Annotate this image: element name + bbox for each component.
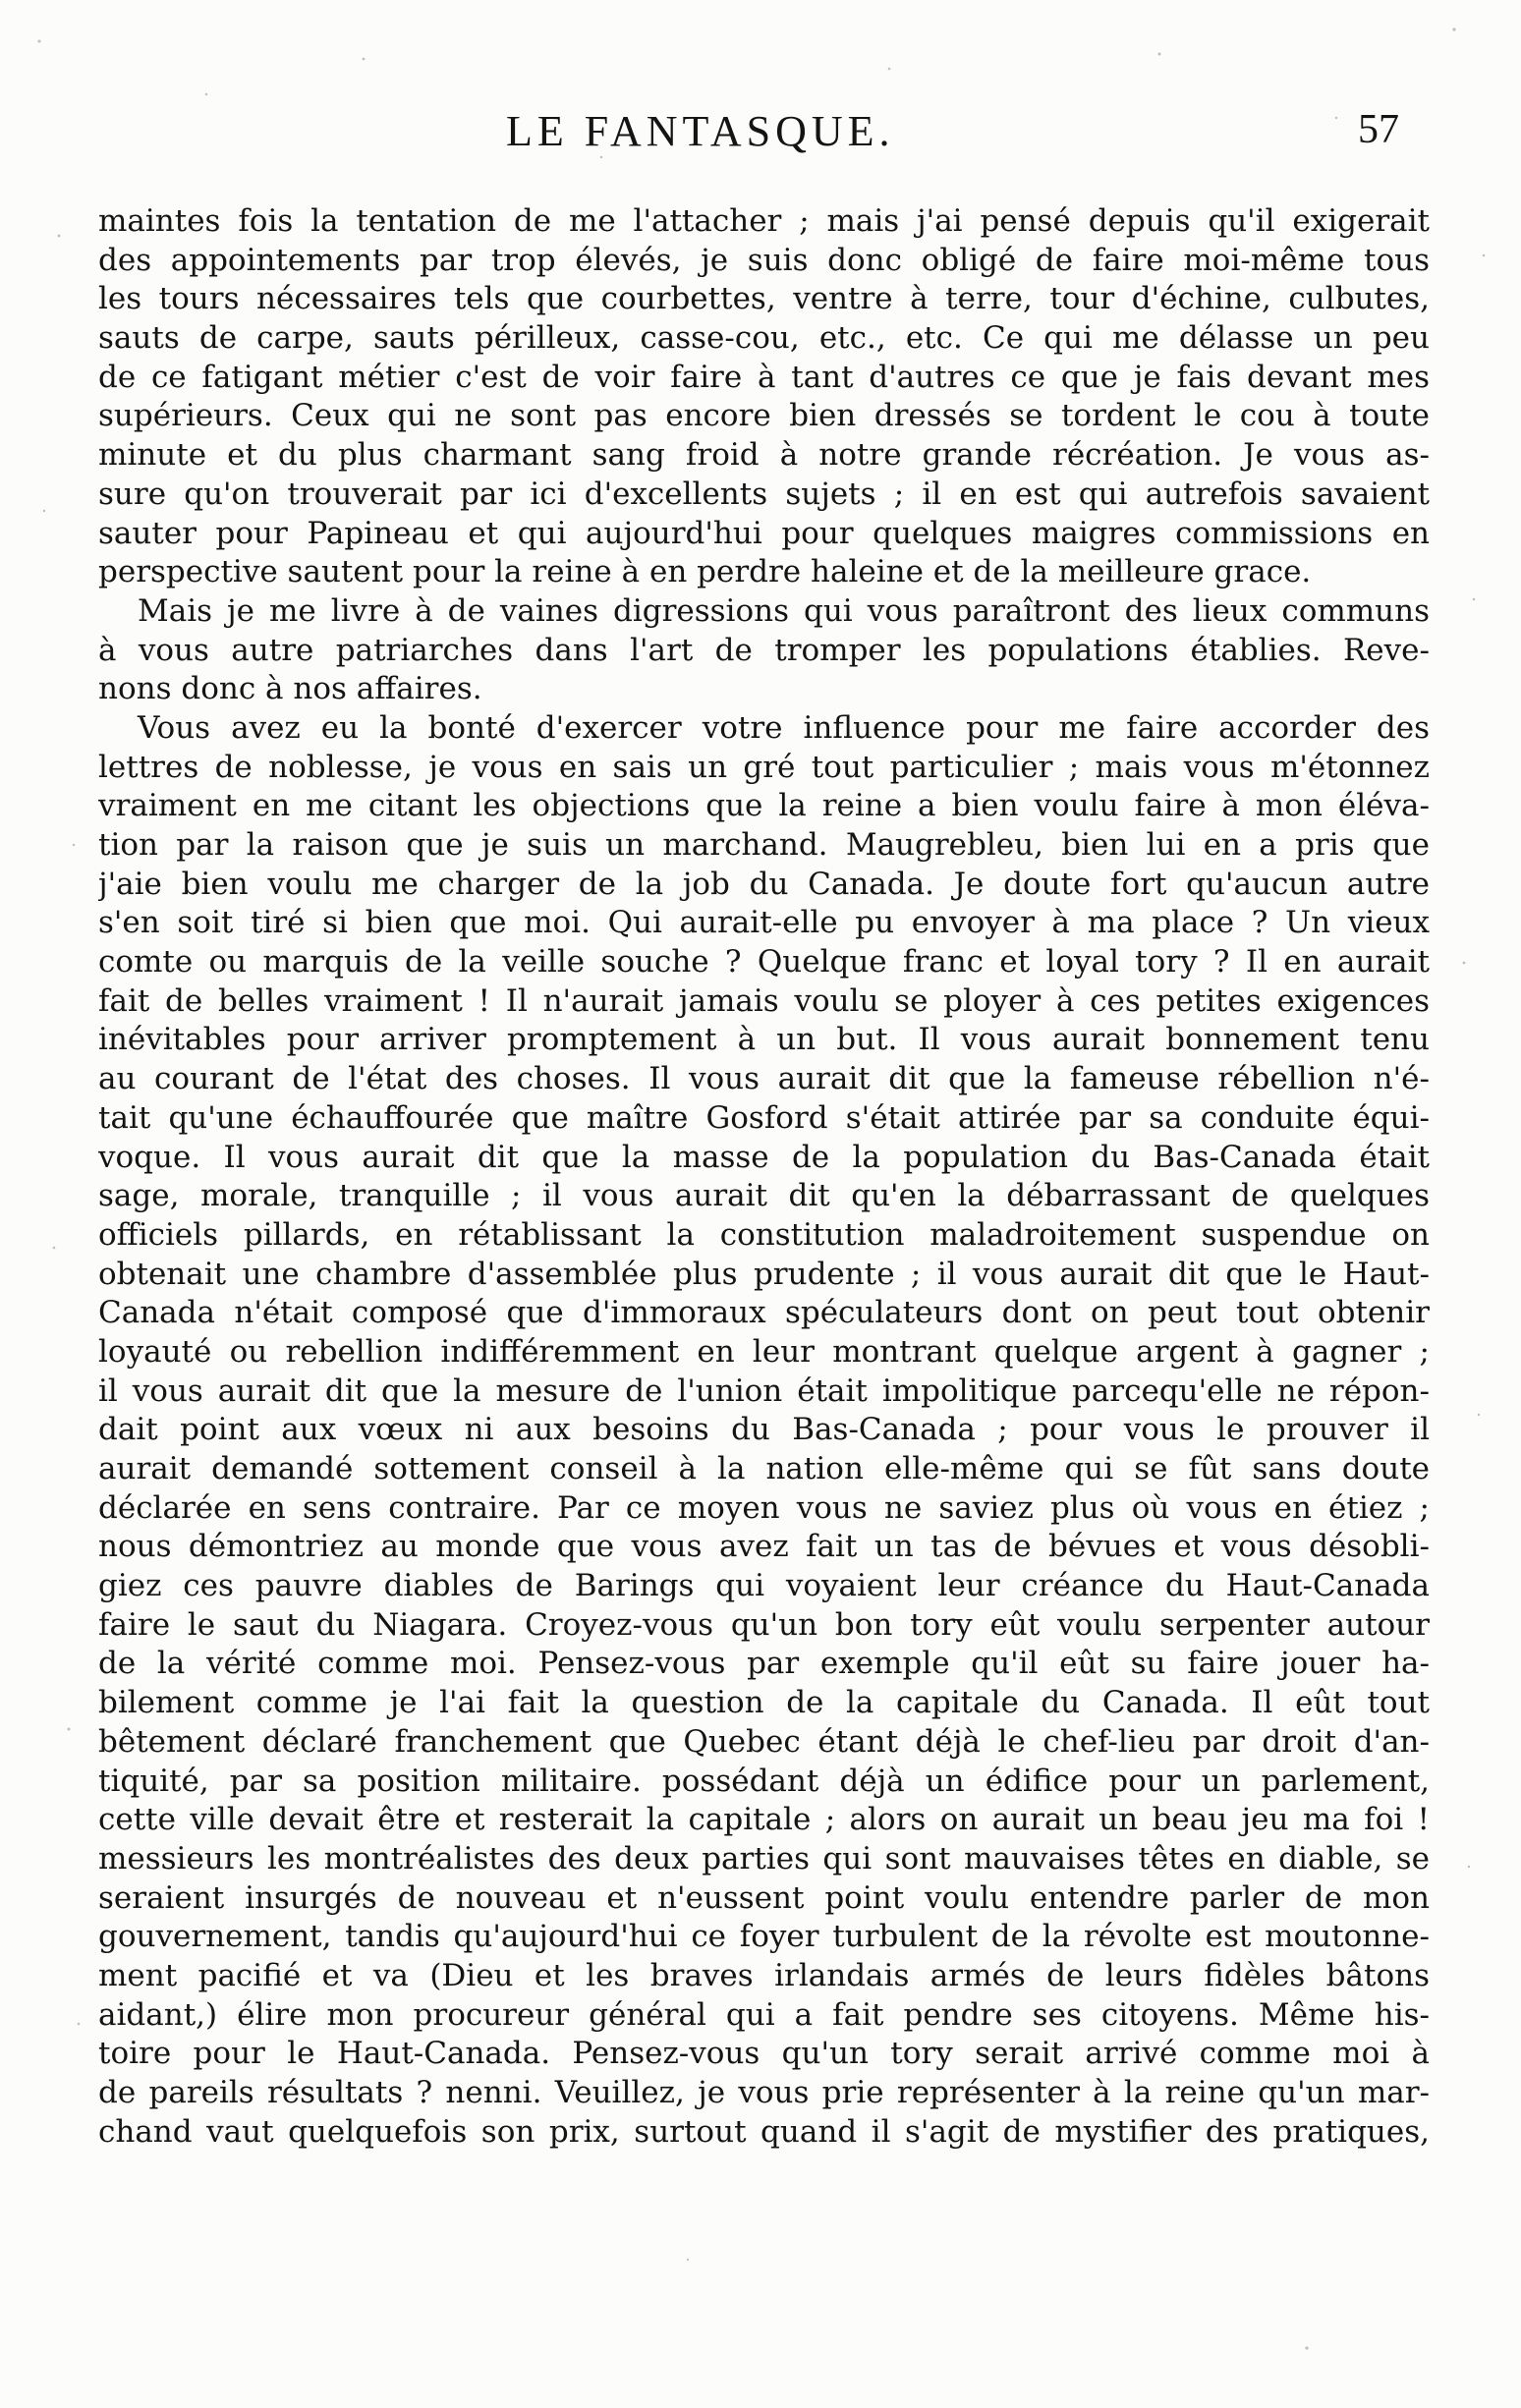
text-line: voque. Il vous aurait dit que la masse de la population du Bas-Canada était [98, 1139, 1430, 1175]
text-line: sure qu'on trouverait par ici d'excellents sujets ; il en est qui autrefois savaient [98, 476, 1430, 512]
text-line: bilement comme je l'ai fait la question de la capitale du Canada. Il eût tout [98, 1685, 1430, 1721]
text-line: aurait demandé sottement conseil à la nation elle-même qui se fût sans doute [98, 1451, 1430, 1486]
text-line: nons donc à nos affaires. [98, 671, 482, 707]
text-line: toire pour le Haut-Canada. Pensez-vous qu'un tory serait arrivé comme moi à [98, 2036, 1430, 2072]
text-line: j'aie bien voulu me charger de la job du Canada. Je doute fort qu'aucun autre [98, 866, 1430, 902]
body-text [98, 202, 1430, 2152]
text-line: cette ville devait être et resterait la capitale ; alors on aurait un beau jeu ma foi ! [98, 1802, 1430, 1838]
text-line: des appointements par trop élevés, je suis donc obligé de faire moi-même tous [98, 242, 1430, 278]
text-line: nous démontriez au monde que vous avez fait un tas de bévues et vous désobli- [98, 1529, 1430, 1565]
text-line: Vous avez eu la bonté d'exercer votre influence pour me faire accorder des [138, 709, 1430, 746]
text-line: minute et du plus charmant sang froid à notre grande récréation. Je vous as- [98, 437, 1430, 474]
text-line: officiels pillards, en rétablissant la constitution maladroitement suspendue on [98, 1216, 1430, 1253]
running-header [0, 106, 1521, 165]
text-line: messieurs les montréalistes des deux parties qui sont mauvaises têtes en diable, se [98, 1840, 1430, 1876]
text-line: tion par la raison que je suis un marchand. Maugrebleu, bien lui en a pris que [98, 827, 1430, 863]
text-line: Mais je me livre à de vaines digressions qui vous paraîtront des lieux communs [138, 592, 1430, 629]
text-line: giez ces pauvre diables de Barings qui voyaient leur créance du Haut-Canada [98, 1568, 1430, 1604]
text-line: maintes fois la tentation de me l'attacher ; mais j'ai pensé depuis qu'il exigerait [98, 203, 1430, 239]
text-line: gouvernement, tandis qu'aujourd'hui ce foyer turbulent de la révolte est moutonne- [98, 1919, 1430, 1955]
text-line: seraient insurgés de nouveau et n'eussent point voulu entendre parler de mon [98, 1879, 1430, 1916]
text-line: de la vérité comme moi. Pensez-vous par exemple qu'il eût su faire jouer ha- [98, 1646, 1430, 1682]
text-line: perspective sautent pour la reine à en perdre haleine et de la meilleure grace. [98, 554, 1312, 590]
page-number: 57 [1358, 107, 1399, 152]
text-line: tiquité, par sa position militaire. possédant déjà un édifice pour un parlement, [98, 1763, 1430, 1799]
text-line: sauts de carpe, sauts périlleux, casse-cou, etc., etc. Ce qui me délasse un peu [98, 320, 1430, 357]
running-title: LE FANTASQUE. [506, 107, 895, 155]
text-line: vraiment en me citant les objections que la reine a bien voulu faire à mon éléva- [98, 788, 1430, 824]
text-line: aidant,) élire mon procureur général qui a fait pendre ses citoyens. Même his- [98, 1996, 1430, 2033]
text-line: faire le saut du Niagara. Croyez-vous qu'un bon tory eût voulu serpenter autour [98, 1606, 1430, 1643]
text-line: il vous aurait dit que la mesure de l'union était impolitique parcequ'elle ne répon- [98, 1372, 1430, 1409]
text-line: de ce fatigant métier c'est de voir faire à tant d'autres ce que je fais devant mes [98, 359, 1430, 395]
text-line: tait qu'une échauffourée que maître Gosford s'était attirée par sa conduite équi- [98, 1099, 1430, 1136]
text-line: s'en soit tiré si bien que moi. Qui aurait-elle pu envoyer à ma place ? Un vieux [98, 905, 1430, 941]
text-line: sauter pour Papineau et qui aujourd'hui pour quelques maigres commissions en [98, 515, 1430, 551]
text-line: obtenait une chambre d'assemblée plus prudente ; il vous aurait dit que le Haut- [98, 1256, 1430, 1292]
text-line: chand vaut quelquefois son prix, surtout quand il s'agit de mystifier des pratiques, [98, 2113, 1430, 2150]
text-line: supérieurs. Ceux qui ne sont pas encore bien dressés se tordent le cou à toute [98, 398, 1430, 434]
text-line: à vous autre patriarches dans l'art de tromper les populations établies. Reve- [98, 632, 1430, 668]
text-line: les tours nécessaires tels que courbettes, ventre à terre, tour d'échine, culbutes, [98, 281, 1430, 317]
text-line: ment pacifié et va (Dieu et les braves irlandais armés de leurs fidèles bâtons [98, 1957, 1430, 1993]
text-line: au courant de l'état des choses. Il vous aurait dit que la fameuse rébellion n'é- [98, 1061, 1430, 1097]
text-line: bêtement déclaré franchement que Quebec étant déjà le chef-lieu par droit d'an- [98, 1723, 1430, 1760]
text-line: lettres de noblesse, je vous en sais un gré tout particulier ; mais vous m'étonnez [98, 749, 1430, 785]
text-line: inévitables pour arriver promptement à un but. Il vous aurait bonnement tenu [98, 1022, 1430, 1058]
text-line: de pareils résultats ? nenni. Veuillez, je vous prie représenter à la reine qu'un mar- [98, 2075, 1430, 2110]
text-line: sage, morale, tranquille ; il vous aurait dit qu'en la débarrassant de quelques [98, 1178, 1430, 1214]
text-line: Canada n'était composé que d'immoraux spéculateurs dont on peut tout obtenir [98, 1295, 1430, 1331]
text-line: fait de belles vraiment ! Il n'aurait jamais voulu se ployer à ces petites exigences [98, 982, 1430, 1019]
text-line: comte ou marquis de la veille souche ? Quelque franc et loyal tory ? Il en aurait [98, 944, 1430, 980]
text-line: loyauté ou rebellion indifféremment en leur montrant quelque argent à gagner ; [98, 1333, 1430, 1370]
text-line: dait point aux vœux ni aux besoins du Bas-Canada ; pour vous le prouver il [98, 1412, 1430, 1448]
text-line: déclarée en sens contraire. Par ce moyen vous ne saviez plus où vous en étiez ; [98, 1489, 1430, 1526]
